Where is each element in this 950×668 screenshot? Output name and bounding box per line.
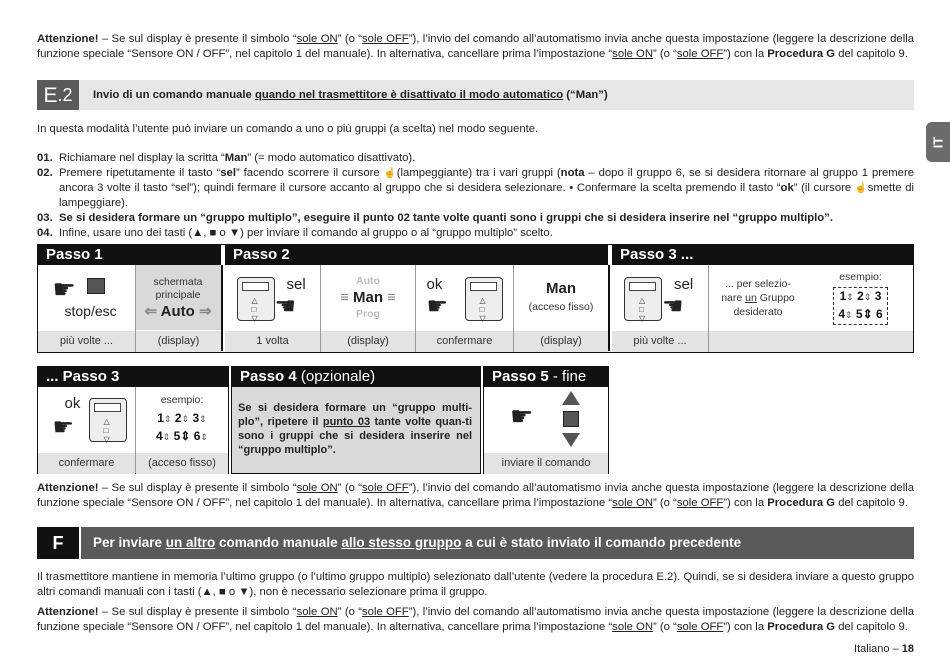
passo3b-foot-2: (acceso fisso) [136, 453, 228, 474]
passo5-foot: inviare il comando [484, 453, 608, 474]
passo2-foot-4: (display) [514, 331, 608, 352]
sel-label: sel [674, 275, 694, 293]
pointing-hand-icon: ☛ [52, 273, 76, 304]
passo2-foot-1: 1 volta [225, 331, 320, 352]
ok-label: ok [64, 394, 81, 412]
passo-4-body: Se si desidera formare un “gruppo multi-plo”, ripetere il punto 03 tante volte quan-ti sono i gruppi che si desidera inserire nel “gruppo multiplo”. [232, 387, 480, 473]
sel-label: sel [286, 275, 306, 293]
acceso-fisso-label: (acceso fisso) [528, 300, 594, 313]
pointing-hand-icon: ☛ [510, 400, 534, 431]
step-02: 02. Premere ripetutamente il tasto “sel” facendo scorrere il cursore ☝(lampeggiante) tra i vari gruppi (nota – dopo il gruppo 6, se si desidera ritornare al gruppo 1 premere ancora 3 volte il tasto “sel”); quindi fermare il cursore accanto al gruppo che si desidera selezionare. • Confermare la scelta premendo il tasto “ok” (il cursore ☝smette di lampeggiare). [37, 167, 915, 209]
sel-cell [225, 265, 320, 330]
esempio-label: esempio: [160, 394, 204, 406]
auto-option: Auto [356, 274, 380, 287]
passo3b-foot-1: confermare [38, 453, 135, 474]
page-number: 18 [901, 643, 914, 655]
section-e2-badge: E .2 [37, 80, 79, 110]
group-grid: 1⇕ 2⇕ 3⇕ 4⇕ 5⇕ 6⇕ [156, 411, 208, 443]
remote-icon: △ □ ▽ [465, 277, 503, 321]
section-e2-title: Invio di un comando manuale quando nel trasmettitore è disattivato il modo automatico (“Man”) [93, 89, 608, 101]
section-f-badge: F [37, 527, 79, 559]
passo3-foot-2 [709, 331, 913, 352]
passo2-foot-3: confermare [416, 331, 513, 352]
attention-note-top: Attenzione! – Se sul display è presente il simbolo “sole ON” (o “sole OFF”), l’invio del comando all’automatismo invia anche questa impostazione (leggere la descrizione della funzione speciale “Sensore ON / OFF”, nel capitolo 1 del manuale). In alternativa, cancellare prima l’impostazione “sole ON” (o “sole OFF”) con la Procedura G del capitolo 9. [37, 33, 914, 60]
ok-cell [416, 265, 513, 330]
stop-square-icon [563, 411, 579, 427]
schermata-cell [135, 265, 221, 330]
section-e2-intro: In questa modalità l’utente può inviare un comando a uno o più gruppi (a scelta) nel modo seguente. [37, 123, 539, 135]
schermata-label: schermata principale [153, 276, 203, 301]
cursor-icon: ☝ [854, 183, 868, 194]
passo-4-header: Passo 4 (opzionale) [232, 367, 480, 387]
man-label: Man [546, 279, 576, 297]
pointing-hand-icon: ☛ [52, 413, 75, 441]
step-04: 04. Infine, usare uno dei tasti (▲, ■ o ▼) per inviare il comando al gruppo o al “gruppo multiplo” scelto. [37, 227, 553, 239]
step-03: 03. Se si desidera formare un “gruppo multiplo”, eseguire il punto 02 tante volte quanti sono i gruppi che si desidera inserire nel “gruppo multiplo”. [37, 212, 833, 224]
stop-esc-cell [38, 265, 135, 330]
esempio-cell [808, 265, 913, 330]
stop-esc-label: stop/esc [64, 302, 117, 319]
section-f-header: Per inviare un altro comando manuale allo stesso gruppo a cui è stato inviato il comando precedente [81, 527, 914, 559]
attention-note-middle: Attenzione! – Se sul display è presente il simbolo “sole ON” (o “sole OFF”), l’invio del comando all’automatismo invia anche questa impostazione (leggere la descrizione della funzione speciale “Sensore ON / OFF”, nel capitolo 1 del manuale). In alternativa, cancellare prima l’impostazione “sole ON” (o “sole OFF”) con la Procedura G del capitolo 9. [37, 482, 914, 509]
pointing-hand-icon: ☛ [426, 292, 449, 320]
passo-5-header: Passo 5 - fine [484, 367, 608, 387]
ok-label: ok [426, 275, 443, 293]
per-selezionare-text: ... per selezio-nare un Gruppo desiderato [721, 277, 795, 318]
display-man-cell [514, 265, 608, 330]
down-arrow-icon [562, 433, 580, 447]
passo-3b-header: ... Passo 3 [38, 367, 228, 387]
man-option: ≡ Man ≡ [340, 288, 396, 306]
group-grid: 1⇕ 2⇕ 3 4⇕ 5⇕ 6 [833, 287, 887, 325]
remote-icon: △ □ ▽ [624, 277, 662, 321]
esempio-cell-2 [136, 387, 228, 452]
passo3-foot-1: più volte ... [612, 331, 708, 352]
auto-label: ⇐ Auto ⇒ [144, 303, 212, 320]
step-01: 01. Richiamare nel display la scritta “Man” (= modo automatico disattivato). [37, 152, 416, 164]
remote-icon: △ □ ▽ [237, 277, 275, 321]
attention-note-bottom: Attenzione! – Se sul display è presente il simbolo “sole ON” (o “sole OFF”), l’invio del comando all’automatismo invia anche questa impostazione (leggere la descrizione della funzione speciale “Sensore ON / OFF”, nel capitolo 1 del manuale). In alternativa, cancellare prima l’impostazione “sole ON” (o “sole OFF”) con la Procedura G del capitolo 9. [37, 606, 914, 633]
passo1-foot-2: (display) [136, 331, 221, 352]
passo2-foot-2: (display) [321, 331, 415, 352]
passo-3-header: Passo 3 ... [612, 245, 913, 265]
language-tab[interactable]: IT [926, 122, 950, 162]
button-icon [87, 278, 105, 294]
display-auto-man-cell [321, 265, 415, 330]
prog-option: Prog [356, 307, 380, 320]
section-f-body: Il trasmettitore mantiene in memoria l’ultimo gruppo (o l’ultimo gruppo multiplo) selezionato dall’utente (vedere la procedura E.2). Quindi, se si desidera inviare a questo gruppo altri comandi manuali con i tasti (▲, ■ o ▼), non è necessario selezionare prima il gruppo. [37, 571, 914, 598]
per-selezionare-cell [709, 265, 807, 330]
sel-cell-2 [612, 265, 708, 330]
remote-icon: △ □ ▽ [89, 398, 127, 442]
blinking-cursor-icon: ☝ [383, 168, 397, 179]
steps-list [37, 151, 914, 241]
up-arrow-icon [562, 391, 580, 405]
passo-1-header: Passo 1 [38, 245, 221, 265]
esempio-label: esempio: [839, 271, 882, 283]
ok-cell-2 [38, 387, 135, 452]
passo-2-header: Passo 2 [225, 245, 608, 265]
pointing-hand-icon: ☚ [662, 292, 684, 320]
send-command-cell [484, 387, 608, 452]
pointing-hand-icon: ☚ [274, 292, 297, 320]
page-footer: Italiano – 18 [854, 643, 914, 655]
passo1-foot-1: più volte ... [38, 331, 135, 352]
